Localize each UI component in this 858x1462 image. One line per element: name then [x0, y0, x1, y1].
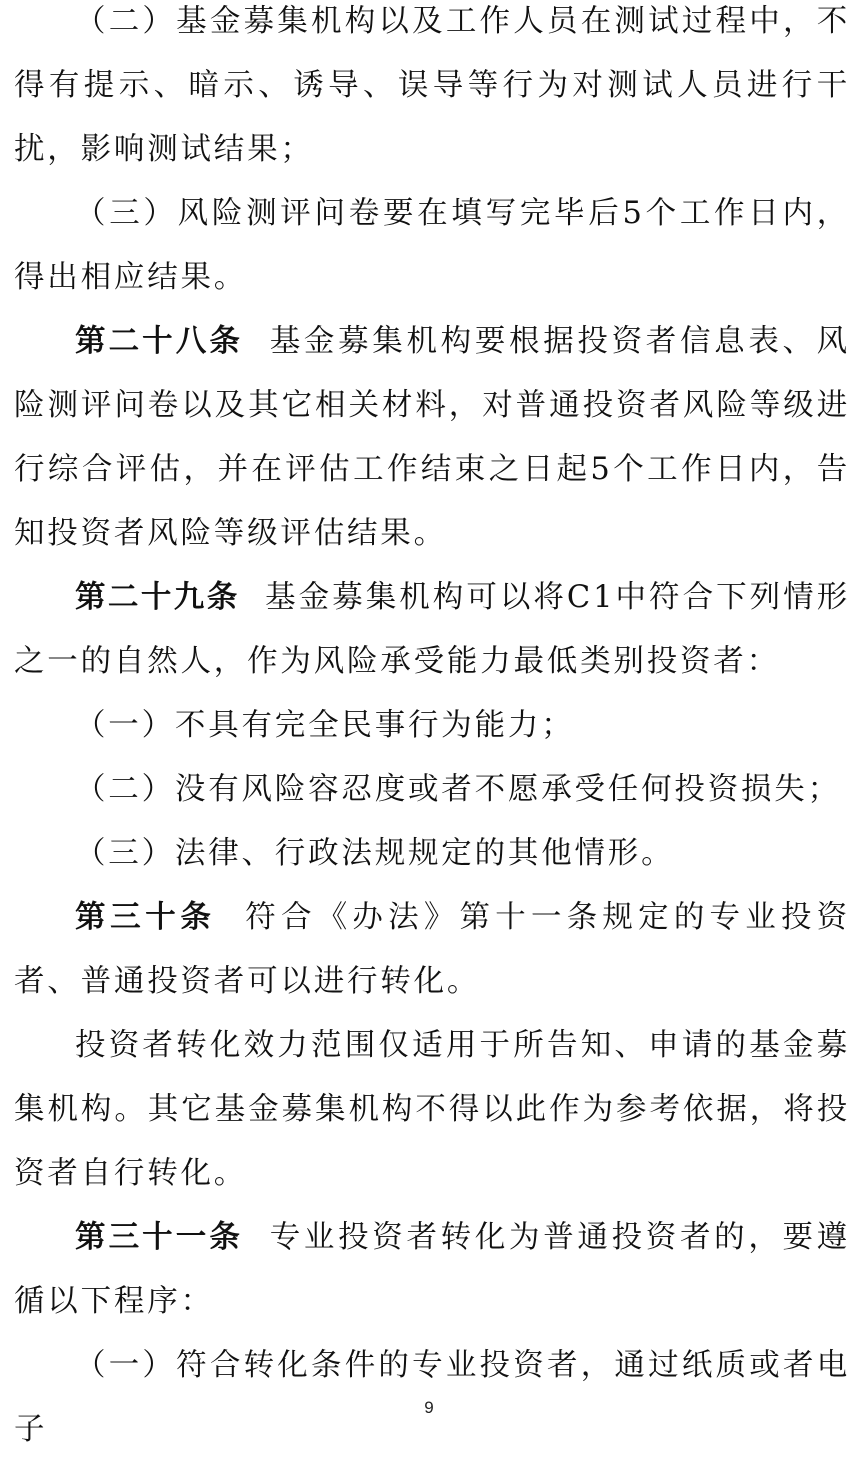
article-text: 基金募集机构要根据投资者信息表、风险测评问卷以及其它相关材料，对普通投资者风险等级进行综合评估，并在评估工作结束之日起5个工作日内，告知投资者风险等级评估结果。 — [14, 324, 850, 551]
article-29 — [14, 566, 850, 694]
list-item-1 — [14, 694, 850, 758]
paragraph-clause-3 — [14, 182, 850, 310]
article-31 — [14, 1206, 850, 1334]
article-text: 符合《办法》第十一条规定的专业投资者、普通投资者可以进行转化。 — [14, 900, 850, 999]
article-text: 专业投资者转化为普通投资者的，要遵循以下程序： — [14, 1220, 850, 1319]
page-number: 9 — [424, 1398, 434, 1417]
list-item-2 — [14, 758, 850, 822]
article-heading: 第三十条 — [75, 900, 216, 935]
paragraph-conversion-scope — [14, 1014, 850, 1206]
paragraph-text: （二）基金募集机构以及工作人员在测试过程中，不得有提示、暗示、诱导、误导等行为对测试人员进行干扰，影响测试结果； — [14, 4, 850, 167]
article-30 — [14, 886, 850, 1014]
list-item-text: （一）符合转化条件的专业投资者，通过纸质或者电子 — [14, 1348, 850, 1447]
list-item-3 — [14, 822, 850, 886]
paragraph-clause-2 — [14, 0, 850, 182]
list-item-text: （三）法律、行政法规规定的其他情形。 — [75, 836, 675, 871]
paragraph-text: 投资者转化效力范围仅适用于所告知、申请的基金募集机构。其它基金募集机构不得以此作为参考依据，将投资者自行转化。 — [14, 1028, 850, 1191]
article-heading: 第二十八条 — [75, 324, 243, 359]
article-heading: 第三十一条 — [75, 1220, 243, 1255]
list-item-text: （二）没有风险容忍度或者不愿承受任何投资损失； — [75, 772, 841, 807]
article-28 — [14, 310, 850, 566]
list-item-text: （一）不具有完全民事行为能力； — [75, 708, 575, 743]
paragraph-text: （三）风险测评问卷要在填写完毕后5个工作日内，得出相应结果。 — [14, 196, 850, 295]
document-body — [14, 0, 850, 1462]
article-heading: 第二十九条 — [75, 580, 240, 615]
article-text: 基金募集机构可以将C1中符合下列情形之一的自然人，作为风险承受能力最低类别投资者： — [14, 580, 851, 679]
